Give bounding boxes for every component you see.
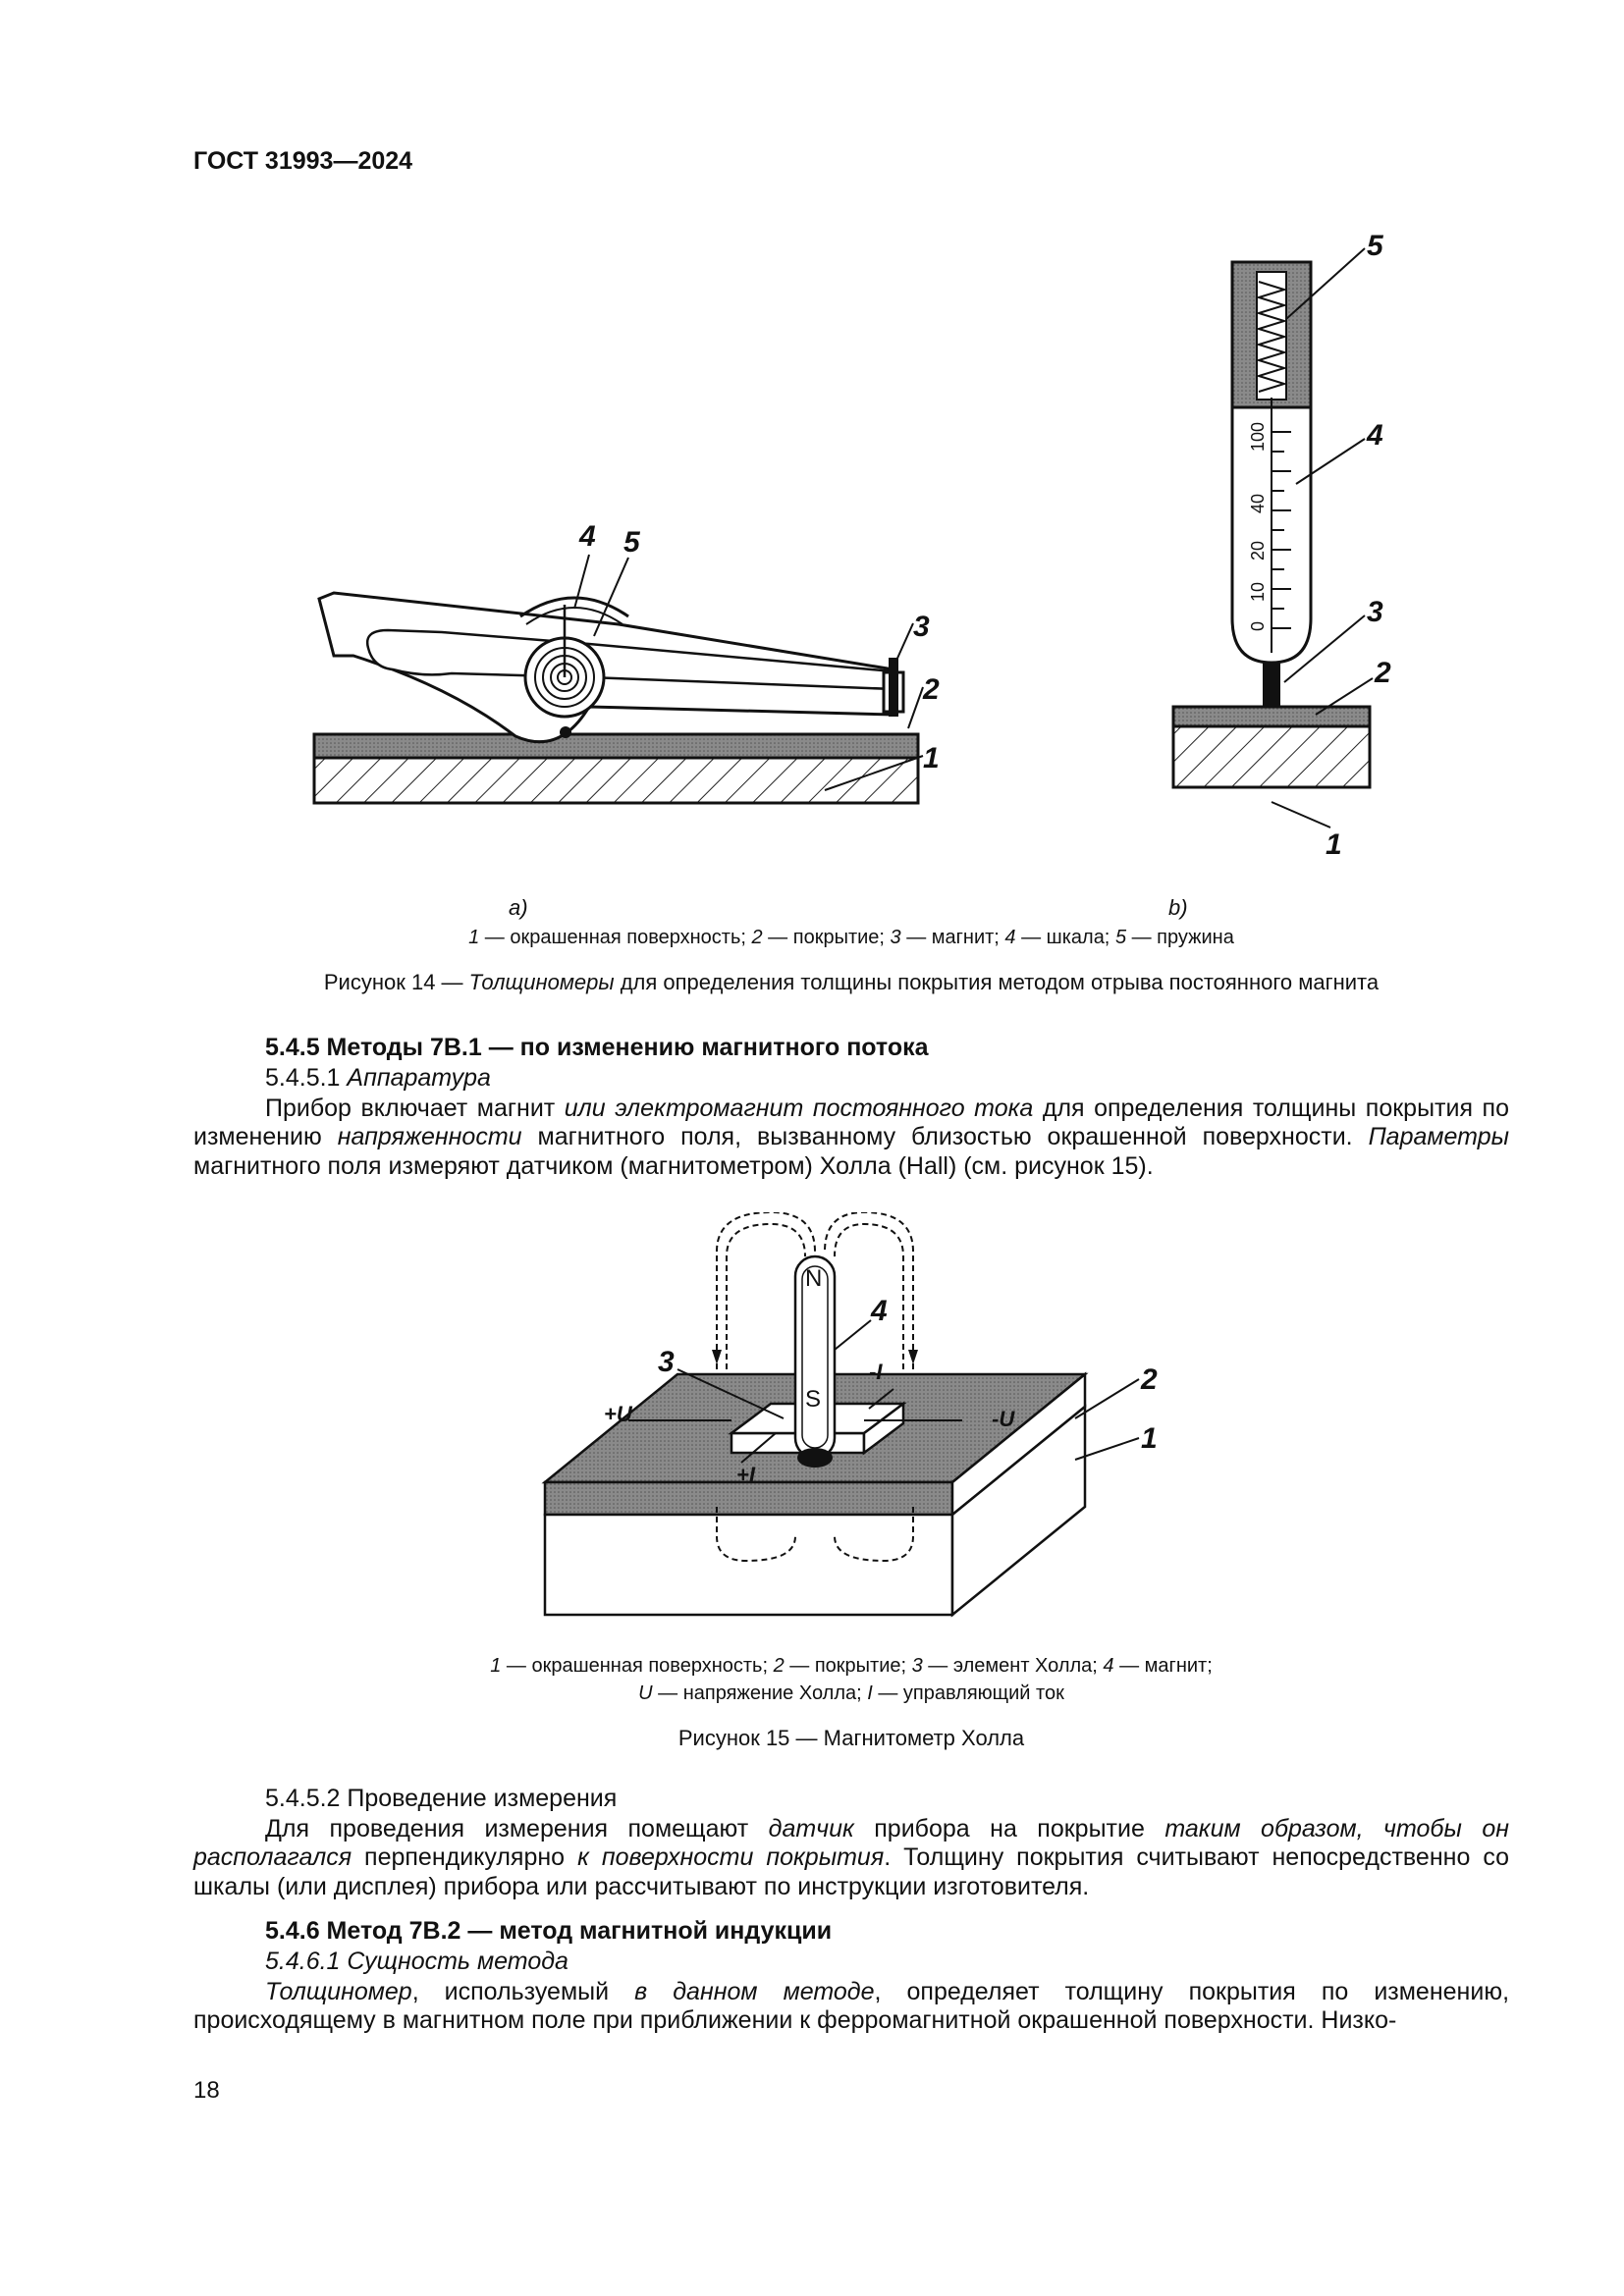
label-plus-i: +I xyxy=(736,1463,755,1487)
figure-15-legend-line1: 1 — окрашенная поверхность; 2 — покрытие; 3 — элемент Холла; 4 — магнит; xyxy=(490,1655,1213,1677)
subfigure-b-label: b) xyxy=(1168,895,1188,920)
magnet-rod xyxy=(1263,663,1280,707)
subsection-5-4-5-2: 5.4.5.2 Проведение измерения xyxy=(265,1785,618,1812)
subfigure-a-label: a) xyxy=(509,895,528,920)
label-b4: 4 xyxy=(1367,419,1383,452)
substrate xyxy=(314,758,918,803)
pole-s: S xyxy=(805,1386,822,1413)
label-4: 4 xyxy=(579,520,596,553)
label-minus-i: -I xyxy=(869,1360,883,1384)
label-minus-u: -U xyxy=(992,1407,1015,1431)
coating xyxy=(314,734,918,758)
pole-n: N xyxy=(805,1265,823,1292)
label-b1: 1 xyxy=(1326,828,1342,861)
label-3: 3 xyxy=(913,611,930,643)
label-b2: 2 xyxy=(1375,657,1391,689)
label-b5: 5 xyxy=(1367,230,1383,262)
tick-10: 10 xyxy=(1248,581,1268,602)
label-15-4: 4 xyxy=(871,1295,888,1327)
figure-15-legend-line2: U — напряжение Холла; I — управляющий ток xyxy=(638,1682,1064,1704)
subsection-5-4-5-1: 5.4.5.1 Аппаратура xyxy=(265,1064,491,1092)
section-heading-5-4-6: 5.4.6 Метод 7В.2 — метод магнитной индукции xyxy=(265,1917,833,1945)
subsection-5-4-6-1: 5.4.6.1 Сущность метода xyxy=(265,1948,568,1975)
section-heading-5-4-5: 5.4.5 Методы 7В.1 — по изменению магнитного потока xyxy=(265,1034,929,1061)
page-number: 18 xyxy=(193,2077,220,2104)
document-header: ГОСТ 31993—2024 xyxy=(193,147,413,175)
label-2: 2 xyxy=(923,673,940,706)
tick-40: 40 xyxy=(1248,493,1268,513)
figure-14a xyxy=(295,510,962,825)
label-5: 5 xyxy=(623,526,640,559)
label-b3: 3 xyxy=(1367,596,1383,628)
label-15-1: 1 xyxy=(1141,1422,1158,1455)
paragraph-5-4-5-2: Для проведения измерения помещают датчик прибора на покрытие таким образом, чтобы он располагался перпендикулярно к поверхности покрытия. Толщину покрытия считывают непосредственно со шкалы (или дисплея) прибора или рассчитывают по инструкции изготовителя. xyxy=(193,1815,1510,1900)
figure-15 xyxy=(530,1212,1198,1634)
tick-0: 0 xyxy=(1248,620,1268,631)
label-15-2: 2 xyxy=(1141,1363,1158,1396)
paragraph-5-4-6-1: Толщиномер, используемый в данном методе, определяет толщину покрытия по изменению, происходящему в магнитном поле при приближении к ферромагнитной окрашенной поверхности. Низко- xyxy=(193,1978,1510,2035)
tick-100: 100 xyxy=(1248,421,1268,452)
paragraph-5-4-5-1: Прибор включает магнит или электромагнит постоянного тока для определения толщины покрытия по изменению напряженности магнитного поля, вызванному близостью окрашенной поверхности. Параметры магнитного поля измеряют датчиком (магнитометром) Холла (Hall) (см. рисунок 15). xyxy=(193,1095,1509,1180)
label-15-3: 3 xyxy=(658,1346,675,1378)
label-plus-u: +U xyxy=(604,1402,632,1426)
tick-20: 20 xyxy=(1248,540,1268,561)
figure-14-caption: Рисунок 14 — Толщиномеры для определения толщины покрытия методом отрыва постоянного магнита xyxy=(323,970,1380,994)
figure-14-legend: 1 — окрашенная поверхность; 2 — покрытие; 3 — магнит; 4 — шкала; 5 — пружина xyxy=(468,927,1234,948)
figure-14b xyxy=(1159,221,1414,869)
label-1: 1 xyxy=(923,742,940,774)
figure-15-caption: Рисунок 15 — Магнитометр Холла xyxy=(677,1726,1025,1750)
